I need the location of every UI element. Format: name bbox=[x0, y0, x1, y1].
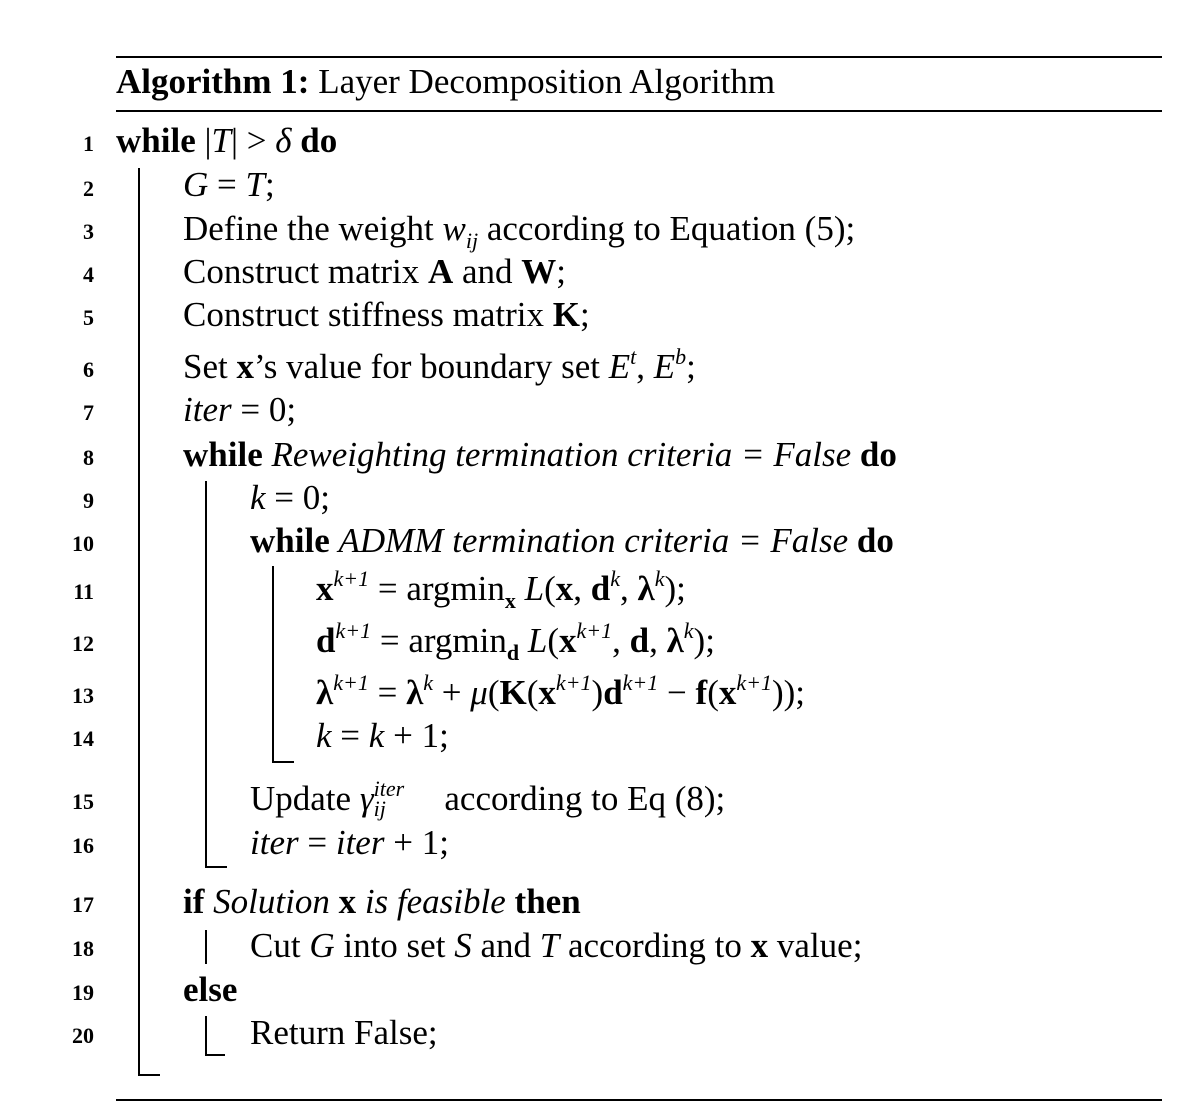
line-number: 6 bbox=[83, 357, 94, 382]
code-line-10 bbox=[250, 521, 894, 561]
math-expr: x bbox=[338, 882, 357, 921]
condition-text: Solution bbox=[213, 882, 330, 921]
line-text: Update bbox=[250, 779, 352, 818]
caption-label: Algorithm 1: bbox=[116, 62, 310, 101]
argmin-operator: argmin bbox=[408, 621, 507, 660]
math-expr: k = k + 1; bbox=[316, 716, 449, 755]
loop-condition: Reweighting termination criteria = False bbox=[271, 435, 852, 474]
code-line-6 bbox=[183, 344, 696, 387]
code-line-16 bbox=[250, 823, 449, 863]
block-bar-outer-while bbox=[138, 168, 140, 1076]
line-number: 5 bbox=[83, 305, 94, 330]
keyword-while: while bbox=[183, 435, 263, 474]
caption-rule bbox=[116, 110, 1162, 112]
code-line-13 bbox=[316, 670, 806, 713]
bottom-rule bbox=[116, 1099, 1162, 1101]
line-text: according to bbox=[567, 926, 742, 965]
line-number: 17 bbox=[72, 892, 94, 917]
block-bar-else bbox=[205, 1016, 207, 1056]
math-expr: $d^{k+1} = argmin_d$ $L(x^{k+1}$, d, $\lambda^k$); bbox=[316, 618, 715, 665]
line-number: 1 bbox=[83, 131, 94, 156]
line-number: 2 bbox=[83, 176, 94, 201]
code-line-18 bbox=[250, 926, 862, 966]
loop-condition: ADMM termination criteria = False bbox=[338, 521, 849, 560]
math-expr: K; bbox=[552, 295, 590, 334]
code-line-12 bbox=[316, 618, 715, 665]
line-number: 15 bbox=[72, 789, 94, 814]
code-line-5 bbox=[183, 295, 590, 335]
argmin-operator: argmin bbox=[406, 569, 505, 608]
algorithm-caption bbox=[116, 60, 775, 104]
math-expr: S bbox=[454, 926, 472, 965]
line-number: 18 bbox=[72, 936, 94, 961]
line-text: Define the weight bbox=[183, 209, 434, 248]
math-expr: x bbox=[236, 347, 254, 386]
line-text: according to Eq (8); bbox=[444, 779, 726, 818]
line-text: and bbox=[480, 926, 531, 965]
code-line-17 bbox=[183, 882, 581, 922]
line-text: Construct stiffness matrix bbox=[183, 295, 544, 334]
code-line-14 bbox=[316, 716, 449, 756]
line-number: 16 bbox=[72, 833, 94, 858]
line-text: into set bbox=[343, 926, 446, 965]
math-expr: $\lambda^{k+1} = \lambda^k + \mu(K(x^{k+1})d^{k+1} - f(x^{k+1}))$; bbox=[316, 670, 806, 712]
math-expr: γ iter ij bbox=[359, 776, 405, 821]
math-expr: G bbox=[309, 926, 335, 965]
code-line-7 bbox=[183, 390, 296, 430]
line-text: Cut bbox=[250, 926, 301, 965]
line-number: 8 bbox=[83, 445, 94, 470]
block-end-outer-while bbox=[138, 1074, 160, 1076]
top-rule bbox=[116, 56, 1162, 58]
code-line-9 bbox=[250, 478, 330, 518]
line-number: 9 bbox=[83, 488, 94, 513]
code-line-1 bbox=[116, 121, 337, 161]
line-number: 7 bbox=[83, 400, 94, 425]
code-line-3 bbox=[183, 209, 856, 253]
line-text: value; bbox=[776, 926, 863, 965]
keyword-do: do bbox=[859, 435, 897, 474]
keyword-while: while bbox=[116, 121, 196, 160]
line-number: 10 bbox=[72, 531, 94, 556]
block-end-else bbox=[205, 1054, 225, 1056]
keyword-then: then bbox=[514, 882, 581, 921]
code-line-2 bbox=[183, 165, 275, 205]
math-expr: $E^t$, $E^b$; bbox=[608, 344, 696, 386]
keyword-else: else bbox=[183, 970, 238, 1009]
block-end-reweighting-while bbox=[205, 866, 227, 868]
caption-title: Layer Decomposition Algorithm bbox=[318, 62, 776, 101]
line-number: 20 bbox=[72, 1023, 94, 1048]
code-line-19 bbox=[183, 970, 237, 1010]
math-expr: x bbox=[750, 926, 769, 965]
math-expr: $x^{k+1} = argmin_x$ L(x, $d^k$, $\lambda^k$); bbox=[316, 566, 686, 613]
code-line-20 bbox=[250, 1013, 438, 1053]
code-line-8 bbox=[183, 435, 897, 475]
math-expr: |T| > δ bbox=[204, 121, 292, 160]
block-end-admm-while bbox=[272, 761, 294, 763]
line-number: 14 bbox=[72, 726, 94, 751]
math-expr: T bbox=[539, 926, 560, 965]
line-number: 19 bbox=[72, 980, 94, 1005]
line-text: Set bbox=[183, 347, 228, 386]
math-expr: k = 0; bbox=[250, 478, 331, 517]
keyword-while: while bbox=[250, 521, 330, 560]
block-bar-if-then bbox=[205, 930, 207, 964]
line-number: 11 bbox=[73, 579, 94, 604]
condition-text: is feasible bbox=[364, 882, 506, 921]
line-text: according to Equation (5); bbox=[486, 209, 856, 248]
keyword-do: do bbox=[300, 121, 338, 160]
line-number: 3 bbox=[83, 219, 94, 244]
math-expr: $w_{ij}$ bbox=[442, 209, 479, 253]
line-text: ’s value for boundary set bbox=[253, 347, 601, 386]
line-text: and bbox=[462, 252, 513, 291]
math-expr: iter = iter + 1; bbox=[250, 823, 449, 862]
line-text: Return False; bbox=[250, 1013, 438, 1052]
line-number: 4 bbox=[83, 262, 94, 287]
code-line-15 bbox=[250, 776, 726, 821]
keyword-do: do bbox=[856, 521, 894, 560]
keyword-if: if bbox=[183, 882, 205, 921]
code-line-11 bbox=[316, 566, 686, 613]
block-bar-admm-while bbox=[272, 566, 274, 763]
code-line-4 bbox=[183, 252, 566, 292]
math-expr: W; bbox=[521, 252, 567, 291]
block-bar-reweighting-while bbox=[205, 481, 207, 868]
math-expr: A bbox=[427, 252, 454, 291]
line-number: 13 bbox=[72, 683, 94, 708]
math-expr: G = T; bbox=[183, 165, 275, 204]
math-expr: iter = 0; bbox=[183, 390, 297, 429]
line-text: Construct matrix bbox=[183, 252, 420, 291]
line-number: 12 bbox=[72, 631, 94, 656]
